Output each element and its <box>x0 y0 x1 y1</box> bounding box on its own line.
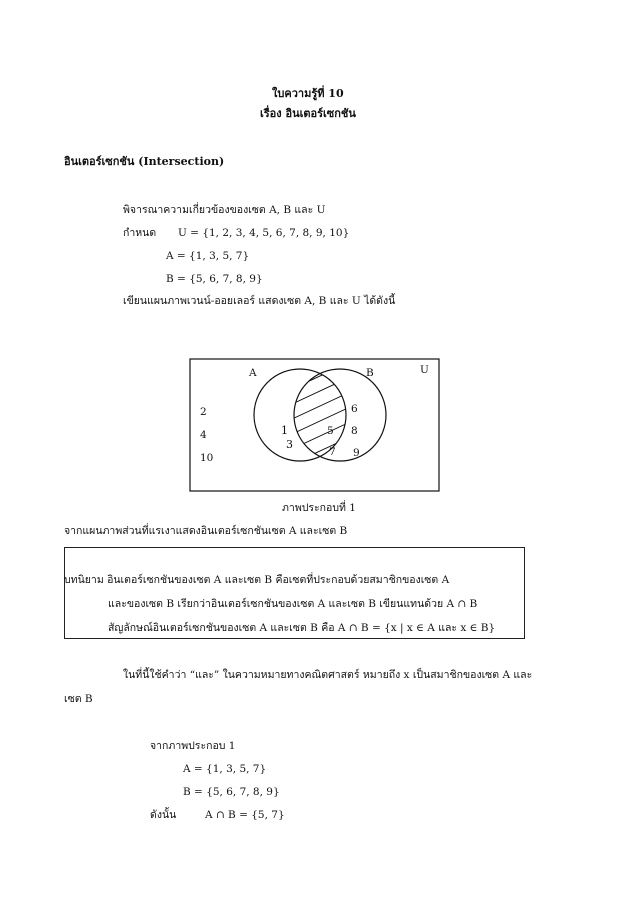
example-set-a: A = {1, 3, 5, 7} <box>183 763 267 775</box>
explanation-line: ในที่นี้ใช้คำว่า “และ” ในความหมายทางคณิตศาสตร์ หมายถึง x เป็นสมาชิกของเซต A และ <box>123 669 533 681</box>
intersection-hatching <box>290 362 350 480</box>
venn-intersection-element: 5 <box>327 425 334 437</box>
venn-a-only-element: 3 <box>286 438 293 451</box>
venn-outside-element: 2 <box>200 406 207 418</box>
example-result: A ∩ B = {5, 7} <box>205 809 285 821</box>
venn-outside-element: 4 <box>200 429 207 441</box>
page-subtitle: เรื่อง อินเตอร์เซกชัน <box>260 107 356 120</box>
venn-intersection-element: 7 <box>329 446 336 458</box>
example-set-b: B = {5, 6, 7, 8, 9} <box>183 786 280 798</box>
example-from: จากภาพประกอบ 1 <box>150 740 236 752</box>
venn-label-u: U <box>420 364 429 376</box>
set-a-definition: A = {1, 3, 5, 7} <box>166 250 250 262</box>
explanation-line: เซต B <box>64 693 93 705</box>
figure-caption: ภาพประกอบที่ 1 <box>282 502 356 514</box>
definition-line: บทนิยาม อินเตอร์เซกชันของเซต A และเซต B คือเซตที่ประกอบด้วยสมาชิกของเซต A <box>64 574 450 586</box>
venn-a-only-element: 1 <box>281 424 288 437</box>
shaded-region-note: จากแผนภาพส่วนที่แรเงาแสดงอินเตอร์เซกชันเซต A และเซต B <box>64 525 348 537</box>
set-b-circle <box>294 369 386 461</box>
definition-line: และของเซต B เรียกว่าอินเตอร์เซกชันของเซต A และเซต B เขียนแทนด้วย A ∩ B <box>108 598 478 610</box>
set-b-definition: B = {5, 6, 7, 8, 9} <box>166 273 263 285</box>
venn-intro-line: เขียนแผนภาพเวนน์-ออยเลอร์ แสดงเซต A, B และ U ได้ดังนี้ <box>123 295 396 307</box>
venn-outside-element: 10 <box>200 452 214 464</box>
venn-b-only-element: 6 <box>351 403 358 415</box>
example-therefore: ดังนั้น <box>150 809 177 821</box>
venn-b-only-element: 9 <box>353 447 360 459</box>
venn-b-only-element: 8 <box>351 425 358 437</box>
definition-line: สัญลักษณ์อินเตอร์เซกชันของเซต A และเซต B คือ A ∩ B = {x | x ∈ A และ x ∈ B} <box>108 622 496 634</box>
page-title: ใบความรู้ที่ 10 <box>272 87 344 100</box>
venn-label-b: B <box>366 367 374 379</box>
intro-line: พิจารณาความเกี่ยวข้องของเซต A, B และ U <box>123 204 326 216</box>
venn-label-a: A <box>249 367 257 379</box>
define-word: กำหนด <box>123 227 157 239</box>
set-u-definition: U = {1, 2, 3, 4, 5, 6, 7, 8, 9, 10} <box>178 227 350 239</box>
section-heading: อินเตอร์เซกชัน (Intersection) <box>64 155 225 168</box>
